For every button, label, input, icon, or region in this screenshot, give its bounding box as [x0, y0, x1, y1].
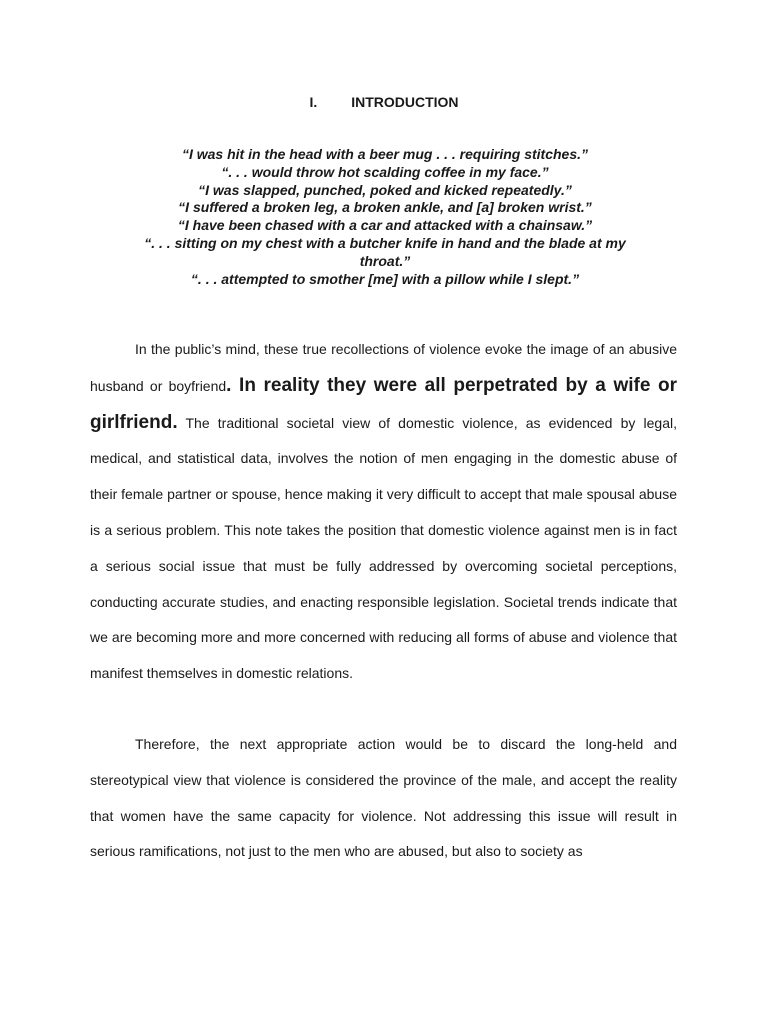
paragraph-lead: In the public’s mind, these true recollections of violence evoke the image of an abusive husband or boyfriend: [90, 341, 677, 394]
body-text: [90, 332, 677, 870]
paragraph: Therefore, the next appropriate action would be to discard the long-held and stereotypical view that violence is considered the province of the male, and accept the reality that women have the same capacity for violence. Not addressing this issue will result in serious ramifications, not just to the men who are abused, but also to society as: [90, 735, 677, 860]
quote-line: “I suffered a broken leg, a broken ankle, and [a] broken wrist.”: [178, 199, 592, 216]
section-number: I.: [309, 94, 318, 110]
section-title: INTRODUCTION: [351, 94, 459, 110]
quote-line: “I was hit in the head with a beer mug . . . requiring stitches.”: [181, 146, 589, 162]
quote-block: [120, 146, 650, 288]
quote-line: “. . . would throw hot scalding coffee in my face.”: [221, 163, 549, 180]
quote-line: “. . . sitting on my chest with a butcher knife in hand and the blade at my throat.”: [144, 234, 626, 269]
quote-line: “I have been chased with a car and attacked with a chainsaw.”: [177, 217, 593, 234]
section-heading: [0, 94, 768, 110]
paragraph: [90, 332, 677, 692]
paragraph-emphasis: . In reality they were all perpetrated by a wife or girlfriend.: [90, 374, 677, 433]
paragraph-rest: The traditional societal view of domestic violence, as evidenced by legal, medical, and statistical data, involves the notion of men engaging in the domestic abuse of their female partner or spouse, hence making it very difficult to accept that male spousal abuse is a serious problem. This note takes the position that domestic violence against men is in fact a serious social issue that must be fully addressed by overcoming societal perceptions, conducting accurate studies, and enacting responsible legislation. Societal trends indicate that we are becoming more and more concerned with reducing all forms of abuse and violence that manifest themselves in domestic relations.: [90, 414, 677, 682]
quote-line: “. . . attempted to smother [me] with a pillow while I slept.”: [190, 270, 580, 287]
quote-line: “I was slapped, punched, poked and kicked repeatedly.”: [198, 181, 572, 198]
